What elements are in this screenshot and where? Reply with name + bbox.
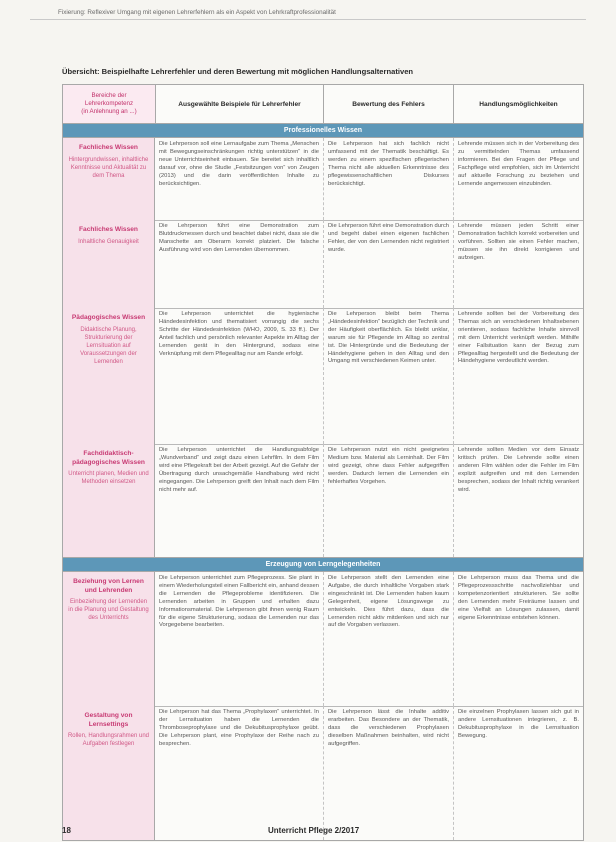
category-cell	[63, 308, 155, 444]
example-cell: Die Lehrperson unterrichtet zum Pflegeprozess. Sie plant in einem Wiederholungsteil einen Fallbericht ein, anhand dessen die Lernenden die Pflegeprobleme identifizieren. Die Lernenden arbeiten in Gruppen und erhalten dazu Informationsmaterial. Die Lehrperson gibt ihnen wenig Raum für die eigene Strukturierung, sodass die Lernenden nur das Vorgegebene bearbeiten.	[159, 575, 319, 629]
header-evaluation: Bewertung des Fehlers	[323, 85, 453, 123]
table-row	[63, 138, 583, 221]
category-title: Gestaltung von Lernsettings	[84, 712, 133, 728]
evaluation-cell: Die Lehrperson bleibt beim Thema „Händedesinfektion“ bezüglich der Technik und der Häufigkeit oberflächlich. Es bleibt unklar, warum sie für Pflegende im Alltag so zentral ist. Die Hintergründe und die Bedeutung der Händehygiene gehen in den Alltag und den Umgang mit verschiedenen Keimen unter.	[323, 308, 453, 444]
action-cell: Lehrende müssen jeden Schritt einer Demonstration fachlich korrekt vorbereiten und vorführen. Sollten sie einen Fehler machen, müssen sie ihn direkt korrigieren und aufzeigen.	[453, 220, 583, 308]
evaluation-cell: Die Lehrperson nutzt ein nicht geeignetes Medium bzw. Material als Lerninhalt. Der Film wird gezeigt, ohne dass Fehler aufgegriffen werden. Dadurch lernen die Lernenden ein fehlerhaftes Vorgehen.	[323, 444, 453, 557]
evaluation-cell: Die Lehrperson führt eine Demonstration durch und begeht dabei einen eigenen fachlichen Fehler, der von den Lernenden nicht registriert wurde.	[323, 220, 453, 308]
header-actions: Handlungsmöglichkeiten	[453, 85, 583, 123]
header-rule	[30, 19, 586, 20]
category-subtitle: Didaktische Planung, Strukturierung der Lernsituation auf Voraussetzungen der Lernenden	[80, 326, 137, 365]
table-row	[63, 444, 583, 558]
example-cell: Die Lehrperson führt eine Demonstration zum Blutdruckmessen durch und beachtet dabei nicht, dass sie die Manschette am Oberarm korrekt platziert. Die falsche Ausführung wird von den Lernenden übernommen.	[159, 223, 319, 253]
table-row	[63, 220, 583, 309]
running-head: Fixierung: Reflexiver Umgang mit eigenen Lehrerfehlern als ein Aspekt von Lehrkraftprofessionalität	[58, 9, 336, 16]
page-number: 18	[62, 826, 71, 835]
example-cell: Die Lehrperson soll eine Lernaufgabe zum Thema „Menschen mit Bewegungseinschränkungen richtig unterstützen“ in die neue Unterrichtseinheit einbauen. Sie bereitet sich inhaltlich darauf vor, ohne die Studie „Festsitzungen von“ von Zeugen (2013) und die darin veröffentlichten Inhalte zu berücksichtigen.	[159, 141, 319, 187]
example-cell: Die Lehrperson hat das Thema „Prophylaxen“ unterrichtet. In der Lernsituation haben die Lernenden die Thromboseprophylaxe und die Dekubitusprophylaxe geübt. Die Lehrperson plant, eine Prophylaxe der Reihe nach zu besprechen.	[159, 709, 319, 747]
table-row	[63, 572, 583, 707]
category-title: Fachliches Wissen	[79, 144, 138, 151]
table-row	[63, 308, 583, 445]
header-category-line: (in Anlehnung an ...)	[81, 108, 137, 115]
errors-table	[62, 84, 584, 841]
example-cell: Die Lehrperson unterrichtet die Handlungsabfolge „Wundverband“ und zeigt dazu einen Lehrfilm. In dem Film wird eine Pflegekraft bei der Arbeit gezeigt. Auf die Gefahr der Übertragung durch unsachgemäße Handhabung wird nicht eingegangen. Die Lehrperson greift den Inhalt nach dem Film nicht mehr auf.	[159, 447, 319, 493]
category-title: Fachdidaktisch-pädagogisches Wissen	[72, 450, 145, 466]
journal-issue: Unterricht Pflege 2/2017	[268, 826, 360, 835]
overview-title: Übersicht: Beispielhafte Lehrerfehler und deren Bewertung mit möglichen Handlungsalternativen	[62, 67, 414, 76]
category-title: Beziehung von Lernen und Lehrenden	[73, 578, 144, 594]
category-cell	[63, 572, 155, 706]
category-subtitle: Rollen, Handlungsrahmen und Aufgaben festlegen	[67, 733, 150, 747]
category-subtitle: Einbeziehung der Lernenden in die Planung und Gestaltung des Unterrichts	[68, 599, 149, 621]
header-category-line: Lehrerkompetenz	[84, 100, 134, 107]
category-title: Pädagogisches Wissen	[71, 314, 146, 321]
evaluation-cell: Die Lehrperson stellt den Lernenden eine Aufgabe, die durch inhaltliche Vorgaben stark eingeschränkt ist. Die Lernenden haben kaum Gelegenheit, eigene Lösungswege zu entwickeln. Dies führt dazu, dass die Lernenden nicht aktiv mitdenken und sich nur auf die Vorgaben verlassen.	[323, 572, 453, 706]
table-row	[63, 706, 583, 840]
category-subtitle: Inhaltliche Genauigkeit	[78, 238, 139, 245]
category-subtitle: Hintergrundwissen, inhaltliche Kenntnisse und Aktualität zu dem Thema	[68, 156, 149, 179]
action-cell: Die Lehrperson muss das Thema und die Pflegeprozessschritte nachvollziehbar und kompetenzorientiert strukturieren. Sie sollte den Lernenden mehr Freiräume lassen und eine Vielfalt an Lösungen zulassen, damit eigene Erkenntnisse entstehen können.	[453, 572, 583, 706]
header-examples: Ausgewählte Beispiele für Lehrerfehler	[155, 85, 323, 123]
evaluation-cell: Die Lehrperson hat sich fachlich nicht umfassend mit der Thematik beschäftigt. Es werden zu einem spezifischen pflegerischen Thema nicht alle aktuellen Erkenntnisse des pflegewissenschaftlichen Diskurses berücksichtigt.	[323, 138, 453, 220]
evaluation-cell: Die Lehrperson lässt die Inhalte additiv erarbeiten. Das Besondere an der Thematik, dass die verschiedenen Prophylaxen dieselben Maßnahmen beinhalten, wird nicht aufgegriffen.	[323, 706, 453, 840]
action-cell: Lehrende müssen sich in der Vorbereitung des zu vermittelnden Themas umfassend informieren. Bei den Fragen der Pflege und Fachpflege wird empfohlen, sich im Unterricht auf aktuelle Forschung zu beziehen und Lernende angemessen einzubinden.	[453, 138, 583, 220]
section-band: Erzeugung von Lerngelegenheiten	[63, 557, 583, 572]
action-cell: Lehrende sollten bei der Vorbereitung des Themas sich an verschiedenen Inhaltsebenen orientieren, sodass fachliche Inhalte sinnvoll mit dem Unterricht verknüpft werden. Mithilfe einer Fallsituation kann der Bezug zum Pflegealltag hergestellt und die Bedeutung der Händehygiene verdeutlicht werden.	[453, 308, 583, 444]
table-header	[63, 85, 583, 124]
header-category	[63, 85, 155, 123]
header-category-line: Bereiche der	[91, 92, 127, 99]
section-band: Professionelles Wissen	[63, 123, 583, 138]
category-cell	[63, 444, 155, 557]
example-cell: Die Lehrperson unterrichtet die hygienische Händedesinfektion und thematisiert vorrangig die sechs Schritte der Händedesinfektion (WHO, 2009, S. 33 ff.). Der Anteil fachlich und persönlich relevanter Aspekte im Alltag der Lernenden gerät in den Hintergrund, sodass eine Verknüpfung mit dem Pflegealltag nur am Rande erfolgt.	[159, 311, 319, 357]
category-cell	[63, 706, 155, 840]
category-cell	[63, 138, 155, 220]
action-cell: Lehrende sollten Medien vor dem Einsatz kritisch prüfen. Die Lehrende sollte einen anderen Film wählen oder die Fehler im Film explizit aufgreifen und mit den Lernenden besprechen, sodass der Inhalt richtig verankert wird.	[453, 444, 583, 557]
category-cell	[63, 220, 155, 308]
action-cell: Die einzelnen Prophylaxen lassen sich gut in andere Lernsituationen integrieren, z. B. Dekubitusprophylaxe in die Lernsituation Bewegung.	[453, 706, 583, 840]
category-subtitle: Unterricht planen, Medien und Methoden einsetzen	[68, 471, 149, 485]
category-title: Fachliches Wissen	[79, 226, 138, 233]
